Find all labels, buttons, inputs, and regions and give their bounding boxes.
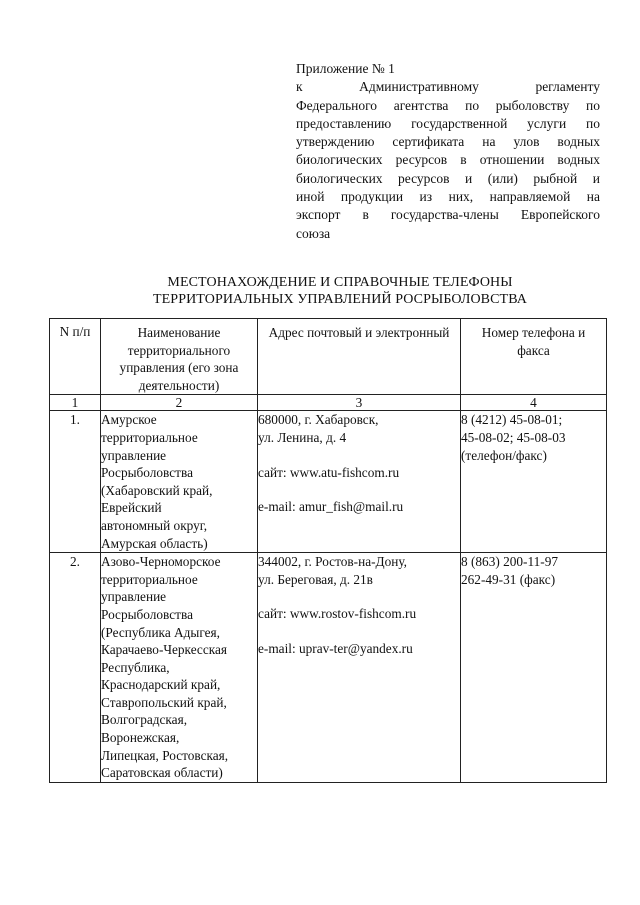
appendix-line: предоставлению государственной услуги по <box>296 115 600 131</box>
column-number: 1 <box>50 395 101 411</box>
appendix-heading: Приложение № 1 <box>296 61 395 76</box>
header-cell-phone: Номер телефона и факса <box>461 319 607 395</box>
office-name: Амурское территориальное управление Росрыболовства (Хабаровский край, Еврейский автономный округ, Амурская область) <box>101 411 258 553</box>
table-header-row <box>50 319 607 395</box>
appendix-block <box>296 60 600 243</box>
appendix-line: Федерального агентства по рыболовству по <box>296 97 600 113</box>
header-cell-number: N п/п <box>50 319 101 395</box>
document-title <box>60 274 620 308</box>
table-row <box>50 553 607 783</box>
table-row <box>50 411 607 553</box>
row-index: 2. <box>50 553 101 783</box>
row-index: 1. <box>50 411 101 553</box>
office-phone: 8 (4212) 45-08-01; 45-08-02; 45-08-03 (телефон/факс) <box>461 411 607 553</box>
email-link[interactable]: e-mail: amur_fish@mail.ru <box>258 499 404 515</box>
header-cell-name: Наименование территориального управления (его зона деятельности) <box>101 319 258 395</box>
site-link[interactable]: сайт: www.atu-fishcom.ru <box>258 464 400 480</box>
appendix-line: союза <box>296 225 331 241</box>
office-name: Азово-Черноморское территориальное управление Росрыболовства (Республика Адыгея, Карачаево-Черкесская Республика, Краснодарский край, Ставропольский край, Волгоградская, Воронежская, Липецкая, Ростовская, Саратовская области) <box>101 553 258 783</box>
appendix-line: биологических ресурсов и (или) рыбной и <box>296 170 600 186</box>
appendix-line: к Административному регламенту <box>296 79 600 95</box>
appendix-line: утверждению сертификата на улов водных <box>296 134 600 150</box>
postal-address-line: ул. Береговая, д. 21в <box>258 571 373 587</box>
appendix-line: иной продукции из них, направляемой на <box>296 189 600 205</box>
column-number: 4 <box>461 395 607 411</box>
column-number: 3 <box>258 395 461 411</box>
postal-address-line: 680000, г. Хабаровск, <box>258 412 379 428</box>
column-number-row <box>50 395 607 411</box>
postal-address-line: 344002, г. Ростов-на-Дону, <box>258 554 407 570</box>
site-link[interactable]: сайт: www.rostov-fishcom.ru <box>258 606 417 622</box>
office-address <box>258 411 461 553</box>
column-number: 2 <box>101 395 258 411</box>
appendix-line: экспорт в государства-члены Европейского <box>296 207 600 223</box>
office-address <box>258 553 461 783</box>
header-cell-address: Адрес почтовый и электронный <box>258 319 461 395</box>
title-line-1: МЕСТОНАХОЖДЕНИЕ И СПРАВОЧНЫЕ ТЕЛЕФОНЫ <box>167 275 513 290</box>
office-phone: 8 (863) 200-11-97 262-49-31 (факс) <box>461 553 607 783</box>
postal-address-line: ул. Ленина, д. 4 <box>258 429 347 445</box>
title-line-2: ТЕРРИТОРИАЛЬНЫХ УПРАВЛЕНИЙ РОСРЫБОЛОВСТВА <box>153 292 527 307</box>
email-link[interactable]: e-mail: uprav-ter@yandex.ru <box>258 640 413 656</box>
offices-table <box>49 318 607 783</box>
appendix-line: биологических ресурсов в отношении водных <box>296 152 600 168</box>
